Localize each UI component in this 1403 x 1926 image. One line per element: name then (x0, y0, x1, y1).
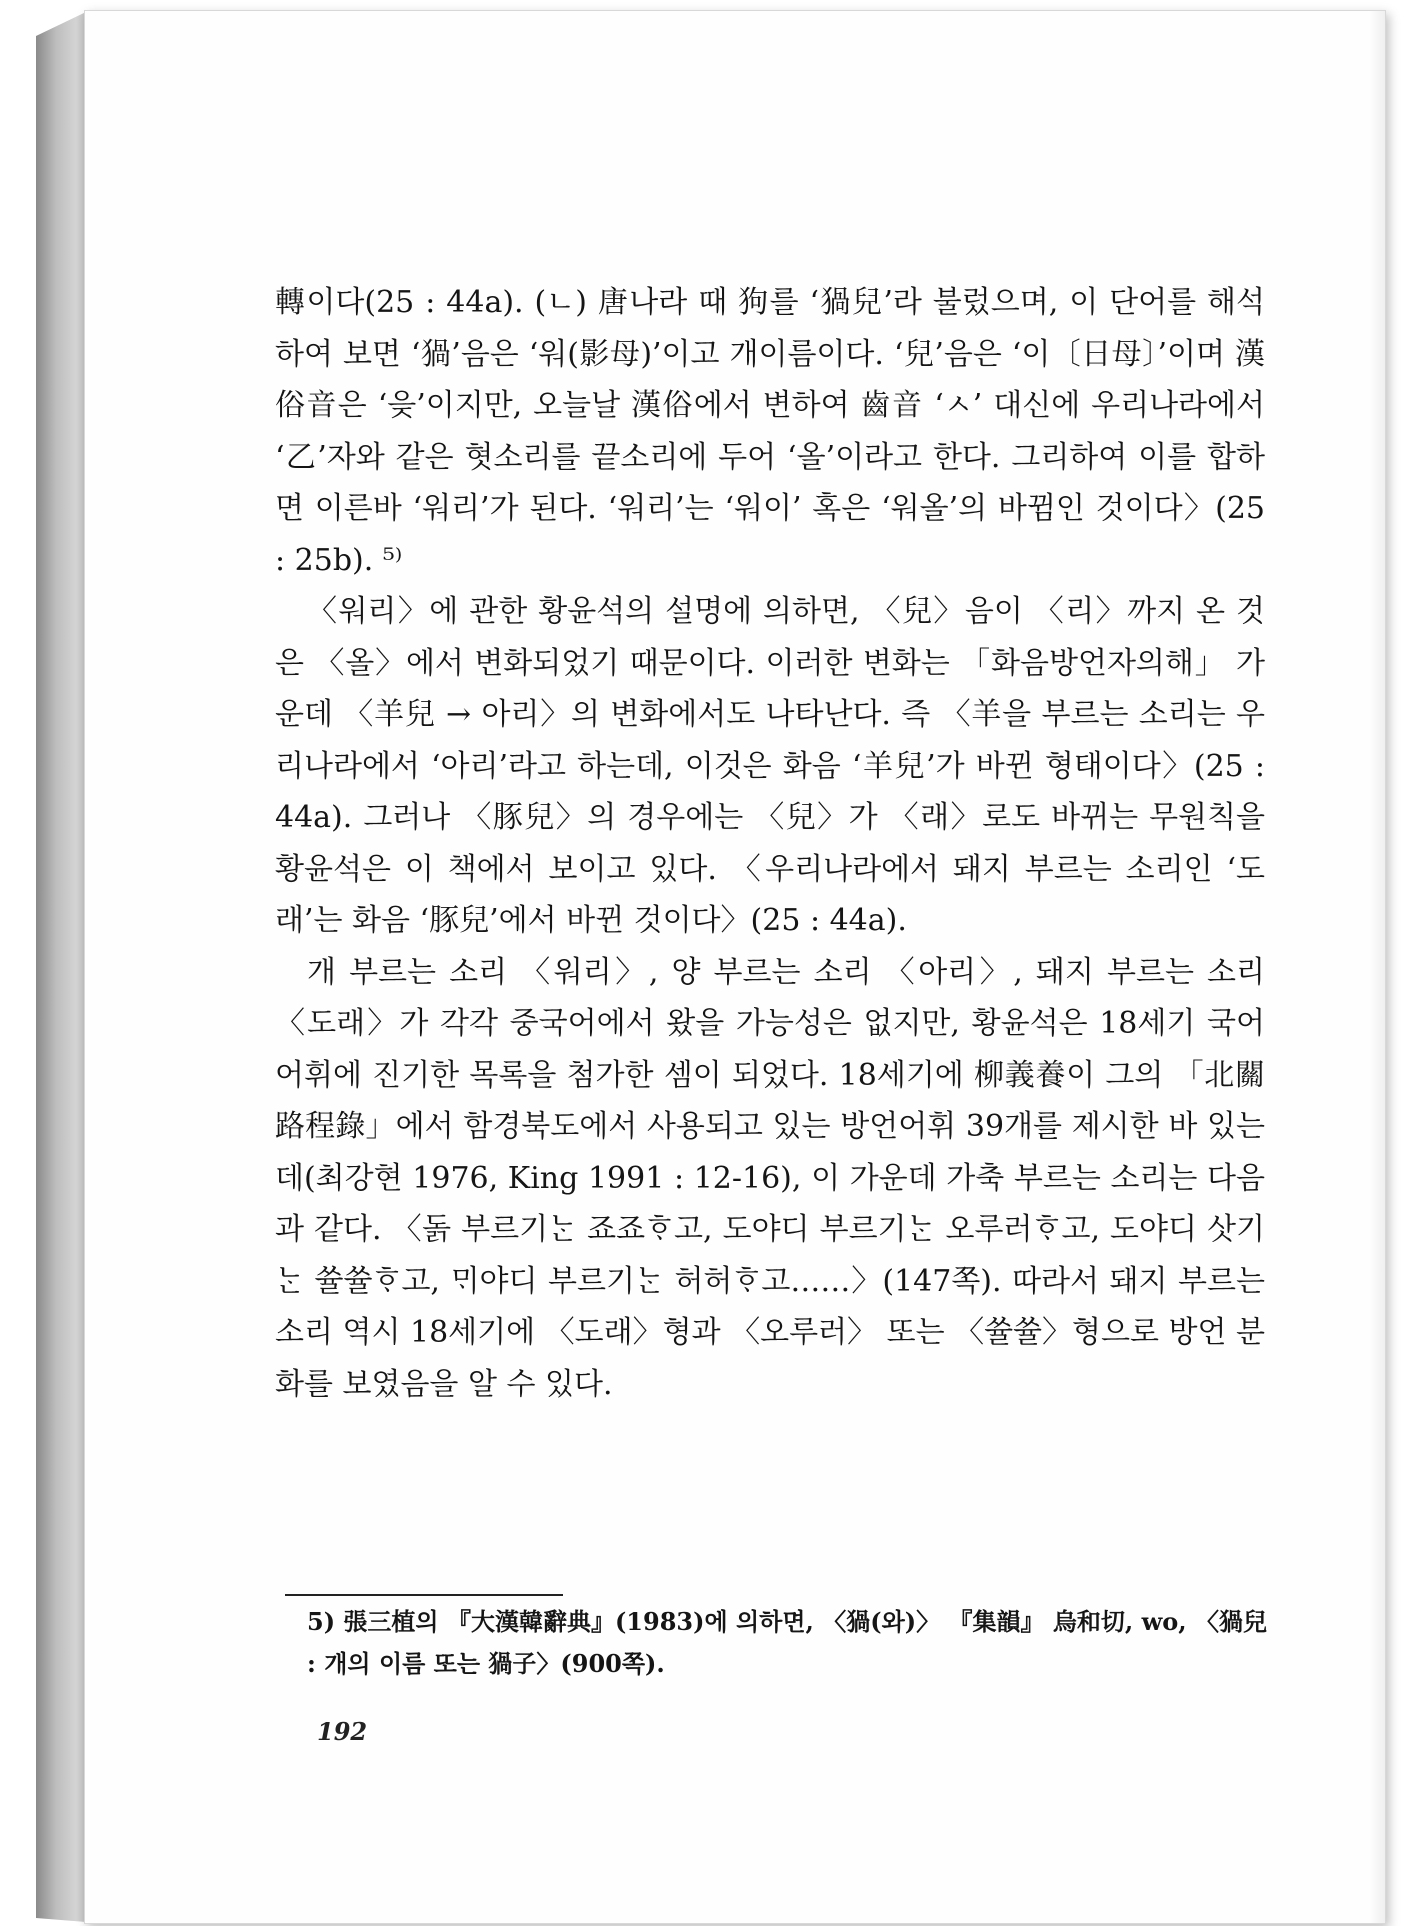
book-spine (36, 12, 86, 1922)
book-page (84, 10, 1386, 1924)
paragraph-2: 〈워리〉에 관한 황윤석의 설명에 의하면, 〈兒〉음이 〈리〉까지 온 것은 〈올〉에서 변화되었기 때문이다. 이러한 변화는 「화음방언자의해」 가운데 〈羊兒 → 아리〉의 변화에서도 나타난다. 즉 〈羊을 부르는 소리는 우리나라에서 ‘아리’라고 하는데, 이것은 화음 ‘羊兒’가 바뀐 형태이다〉(25 : 44a). 그러나 〈豚兒〉의 경우에는 〈兒〉가 〈래〉로도 바뀌는 무원칙을 황윤석은 이 책에서 보이고 있다. 〈우리나라에서 돼지 부르는 소리인 ‘도래’는 화음 ‘豚兒’에서 바뀐 것이다〉(25 : 44a). (275, 594, 1275, 938)
paragraph-3: 개 부르는 소리 〈워리〉, 양 부르는 소리 〈아리〉, 돼지 부르는 소리 〈도래〉가 각각 중국어에서 왔을 가능성은 없지만, 황윤석은 18세기 국어 어휘에 진기한 목록을 첨가한 셈이 되었다. 18세기에 柳義養이 그의 「北關路程錄」에서 함경북도에서 사용되고 있는 방언어휘 39개를 제시한 바 있는데(최강현 1976, King 1991 : 12-16), 이 가운데 가축 부르는 소리는 다음과 같다. 〈돍 부르기ᄂᆞᆫ 죠죠ᄒᆞ고, 도야디 부르기ᄂᆞᆫ 오루러ᄒᆞ고, 도야디 삿기ᄂᆞᆫ 쓜쓜ᄒᆞ고, ᄆᆡ야디 부르기ᄂᆞᆫ 허허ᄒᆞ고……〉(147쪽). 따라서 돼지 부르는 소리 역시 18세기에 〈도래〉형과 〈오루러〉 또는 〈쓜쓜〉형으로 방언 분화를 보였음을 알 수 있다. (275, 954, 1275, 1402)
footnote-divider (285, 1594, 563, 1596)
footnote-5: 5) 張三植의 『大漢韓辭典』(1983)에 의하면, 〈猧(와)〉 『集韻』 烏和切, wo, 〈猧兒 : 개의 이름 또는 猧子〉(900쪽). (307, 1607, 1276, 1678)
paragraph-1: 轉이다(25 : 44a). (ㄴ) 唐나라 때 狗를 ‘猧兒’라 불렀으며, 이 단어를 해석하여 보면 ‘猧’음은 ‘워(影母)’이고 개이름이다. ‘兒’음은 ‘이〔日母〕’이며 漢俗音은 ‘읒’이지만, 오늘날 漢俗에서 변하여 齒音 ‘ㅅ’ 대신에 우리나라에서 ‘乙’자와 같은 혓소리를 끝소리에 두어 ‘올’이라고 한다. 그리하여 이를 합하면 이른바 ‘워리’가 된다. ‘워리’는 ‘워이’ 혹은 ‘워올’의 바뀜인 것이다〉(25 : 25b). ⁵⁾ (275, 285, 1275, 578)
page-number: 192 (317, 1717, 368, 1746)
body-text (275, 277, 1275, 1410)
